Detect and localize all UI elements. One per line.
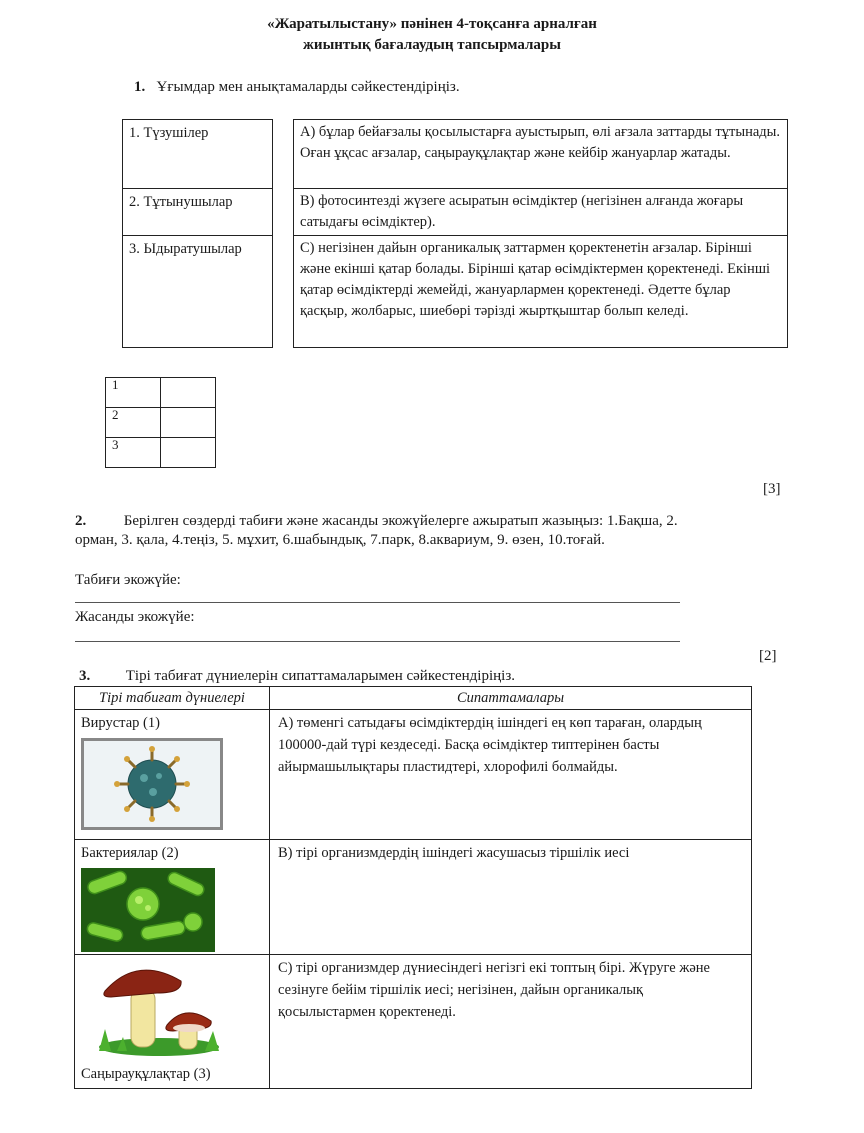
- kingdom-cell-bacteria: [75, 840, 270, 955]
- kingdom-cell-fungi: [75, 955, 270, 1089]
- kingdom-label: Бактериялар (2): [81, 845, 179, 861]
- document-title-line-1: «Жаратылыстану» пәнінен 4-тоқсанға арналған: [267, 16, 597, 32]
- document-title-line-2: жиынтық бағалаудың тапсырмалары: [303, 37, 561, 53]
- table-header-row: [75, 687, 752, 710]
- natural-ecosystem-label: Табиғи экожүйе:: [75, 572, 181, 588]
- answer-cell[interactable]: [161, 438, 216, 468]
- q3-matching-table: [74, 686, 752, 1089]
- artificial-ecosystem-label: Жасанды экожүйе:: [75, 609, 195, 625]
- question-2-number: 2.: [75, 513, 87, 529]
- question-2-heading: [75, 511, 795, 531]
- kingdom-cell-viruses: [75, 710, 270, 840]
- q1-term-3: 3. Ыдыратушылар: [122, 235, 273, 348]
- question-1-instruction: Ұғымдар мен анықтамаларды сәйкестендіріңіз.: [156, 79, 460, 95]
- kingdom-label: Саңырауқұлақтар (3): [81, 1066, 211, 1082]
- answer-row-label: 1: [106, 378, 161, 408]
- question-1-score: [3]: [763, 481, 781, 497]
- question-3-number: 3.: [79, 668, 91, 684]
- q1-answer-grid: [105, 377, 216, 468]
- natural-ecosystem-answer-line[interactable]: [75, 602, 680, 603]
- bacteria-image: [81, 868, 215, 952]
- question-3-heading: [79, 666, 515, 686]
- table-row: [75, 840, 752, 955]
- question-3-instruction: Тірі табиғат дүниелерін сипаттамаларымен сәйкестендіріңіз.: [125, 668, 515, 684]
- q1-definition-b: В) фотосинтезді жүзеге асыратын өсімдіктер (негізінен алғанда жоғары сатыдағы өсімдіктер).: [293, 188, 788, 236]
- answer-row: [106, 438, 216, 468]
- q1-term-2: 2. Тұтынушылар: [122, 188, 273, 236]
- column-header-descriptions: Сипаттамалары: [270, 687, 752, 710]
- q1-term-1: 1. Түзушілер: [122, 119, 273, 189]
- artificial-ecosystem-answer-line[interactable]: [75, 641, 680, 642]
- question-1-heading: [134, 77, 460, 97]
- description-cell-b: В) тірі организмдердің ішіндегі жасушасыз тіршілік иесі: [270, 840, 752, 955]
- virus-image: [81, 738, 223, 830]
- description-cell-a: А) төменгі сатыдағы өсімдіктердің ішіндегі ең көп тараған, олардың 100000-дай түрі кездеседі. Басқа өсімдіктер типтерінен басты айырмашылықтары пластидтері, хлорофилі болмайды.: [270, 710, 752, 840]
- mushroom-image: [97, 959, 221, 1057]
- question-2-score: [2]: [759, 648, 777, 664]
- q1-definition-c: С) негізінен дайын органикалық заттармен қоректенетін ағзалар. Бірінші және екінші қатар болады. Бірінші қатар өсімдіктермен қоректенеді. Екінші қатар өсімдіктерді жемейді, жануарлармен қоректенеді. Әдетте бұлар қасқыр, жолбарыс, шиебөрі тәрізді жыртқыштар болып келеді.: [293, 235, 788, 348]
- table-row: [75, 955, 752, 1089]
- answer-cell[interactable]: [161, 408, 216, 438]
- kingdom-label: Вирустар (1): [81, 715, 160, 731]
- answer-row-label: 3: [106, 438, 161, 468]
- question-1-number: 1.: [134, 79, 146, 95]
- answer-row: [106, 378, 216, 408]
- answer-cell[interactable]: [161, 378, 216, 408]
- table-row: [75, 710, 752, 840]
- q1-definition-a: А) бұлар бейағзалы қосылыстарға ауыстырып, өлі ағзала заттарды тұтынады. Оған ұқсас ағзалар, саңырауқұлақтар және кейбір жануарлар жатады.: [293, 119, 788, 189]
- answer-row: [106, 408, 216, 438]
- description-cell-c: С) тірі организмдер дүниесіндегі негізгі екі топтың бірі. Жүруге және сезінуге бейім тіршілік иесі; негізінен, дайын органикалық қосылыстармен қоректенеді.: [270, 955, 752, 1089]
- question-2-instruction-line-1: Берілген сөздерді табиғи және жасанды экожүйелерге ажыратып жазыңыз: 1.Бақша, 2.: [123, 513, 678, 529]
- answer-row-label: 2: [106, 408, 161, 438]
- column-header-kingdoms: Тірі табиғат дүниелері: [75, 687, 270, 710]
- question-2-instruction-line-2: орман, 3. қала, 4.теңіз, 5. мұхит, 6.шабындық, 7.парк, 8.аквариум, 9. өзен, 10.тоғай.: [75, 532, 605, 548]
